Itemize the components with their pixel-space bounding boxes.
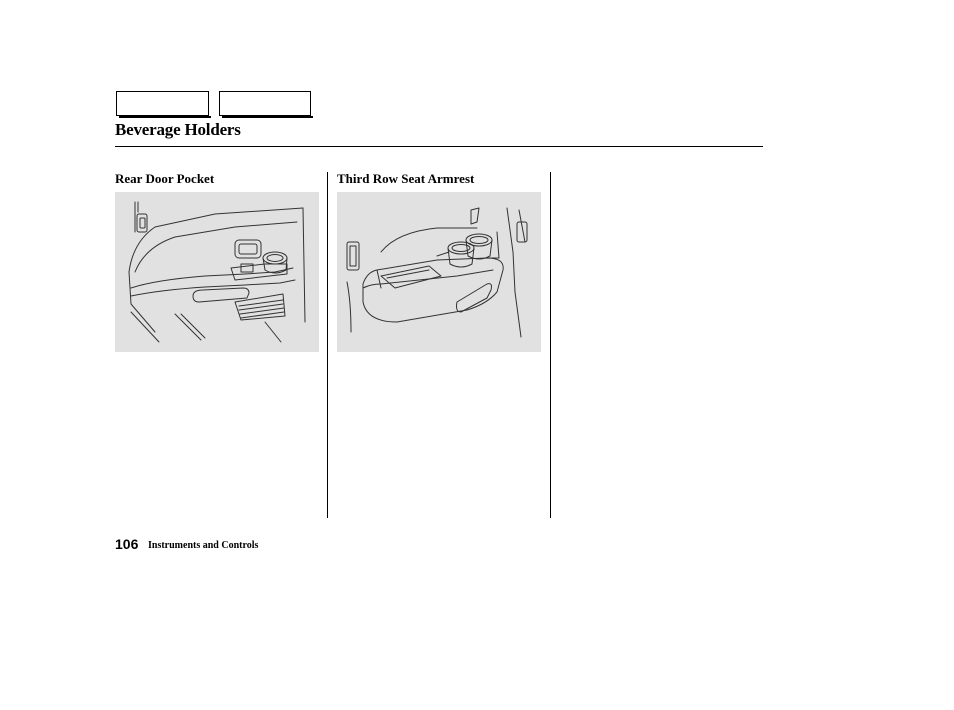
column-divider [550, 172, 551, 518]
next-page-tab[interactable] [219, 91, 311, 116]
page-title: Beverage Holders [115, 120, 241, 139]
rear-door-pocket-illustration [115, 192, 319, 352]
section-name: Instruments and Controls [148, 540, 259, 551]
title-divider [115, 146, 763, 147]
rear-door-pocket-heading: Rear Door Pocket [115, 171, 215, 186]
page-number: 106 [115, 536, 139, 552]
third-row-armrest-illustration [337, 192, 541, 352]
third-row-armrest-heading: Third Row Seat Armrest [337, 171, 475, 186]
column-divider [327, 172, 328, 518]
previous-page-tab[interactable] [116, 91, 209, 116]
